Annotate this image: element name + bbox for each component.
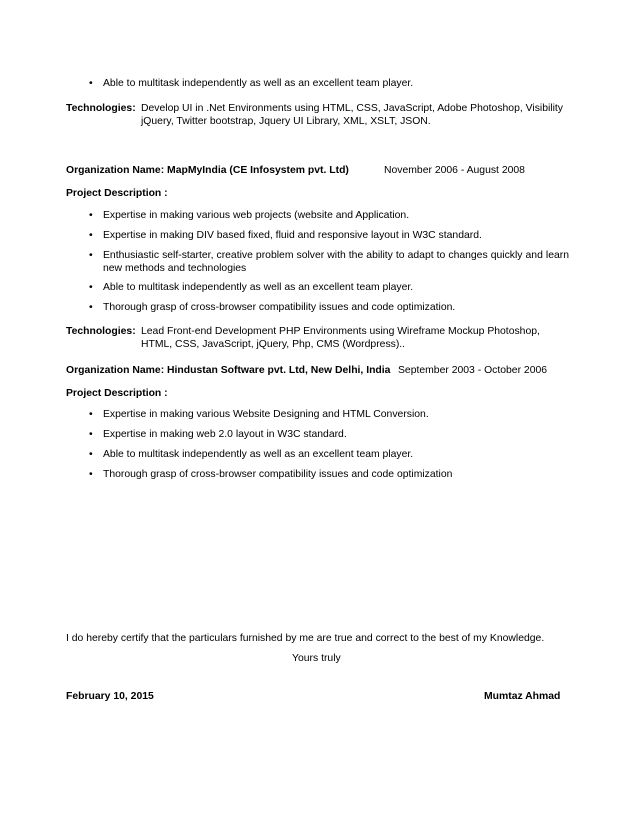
organization-name-1: Organization Name: MapMyIndia (CE Infosystem pvt. Ltd) (66, 165, 349, 176)
bullet-icon: • (89, 210, 93, 221)
list-item: • Able to multitask independently as well as an excellent team player. (89, 449, 414, 460)
project-bullet-list-2 (89, 408, 569, 481)
technologies-text: Lead Front-end Development PHP Environments using Wireframe Mockup Photoshop, HTML, CSS, JavaScript, jQuery, Php, CMS (Wordpress).. (141, 326, 540, 350)
technologies-text: Develop UI in .Net Environments using HTML, CSS, JavaScript, Adobe Photoshop, Visibility jQuery, Twitter bootstrap, Jquery UI Library, XML, XSLT, JSON. (141, 103, 563, 127)
list-item: • Able to multitask independently as well as an excellent team player. (89, 282, 414, 293)
list-item: • Expertise in making DIV based fixed, fluid and responsive layout in W3C standard. (89, 230, 482, 241)
signature-name: Mumtaz Ahmad (484, 691, 561, 702)
top-bullet-list (89, 77, 569, 90)
list-item: • Expertise in making various Website Designing and HTML Conversion. (89, 409, 429, 420)
list-item: • Thorough grasp of cross-browser compatibility issues and code optimization. (89, 302, 456, 313)
list-item: • Expertise in making various web projects (website and Application. (89, 210, 410, 221)
project-bullet-list-1 (89, 209, 569, 314)
bullet-icon: • (89, 409, 93, 420)
bullet-icon: • (89, 469, 93, 480)
closing-text: Yours truly (292, 653, 341, 664)
project-description-heading-1: Project Description : (66, 188, 168, 199)
technologies-label: Technologies: (66, 103, 136, 114)
list-item: • Expertise in making web 2.0 layout in W3C standard. (89, 429, 347, 440)
organization-dates-2: September 2003 - October 2006 (398, 365, 548, 376)
technologies-label: Technologies: (66, 326, 136, 337)
declaration-text: I do hereby certify that the particulars furnished by me are true and correct to the best of my Knowledge. (66, 633, 545, 644)
organization-dates-1: November 2006 - August 2008 (384, 165, 525, 176)
list-item: • Able to multitask independently as well as an excellent team player. (89, 78, 414, 89)
bullet-icon: • (89, 429, 93, 440)
bullet-icon: • (89, 78, 93, 89)
bullet-icon: • (89, 282, 93, 293)
bullet-icon: • (89, 230, 93, 241)
bullet-icon: • (89, 449, 93, 460)
bullet-icon: • (89, 250, 93, 261)
project-description-heading-2: Project Description : (66, 388, 168, 399)
signature-date: February 10, 2015 (66, 691, 154, 702)
organization-name-2: Organization Name: Hindustan Software pvt. Ltd, New Delhi, India (66, 365, 391, 376)
bullet-icon: • (89, 302, 93, 313)
list-item: • Enthusiastic self-starter, creative problem solver with the ability to adapt to changes quickly and learn new methods and technologies (89, 250, 569, 274)
list-item: • Thorough grasp of cross-browser compatibility issues and code optimization (89, 469, 453, 480)
